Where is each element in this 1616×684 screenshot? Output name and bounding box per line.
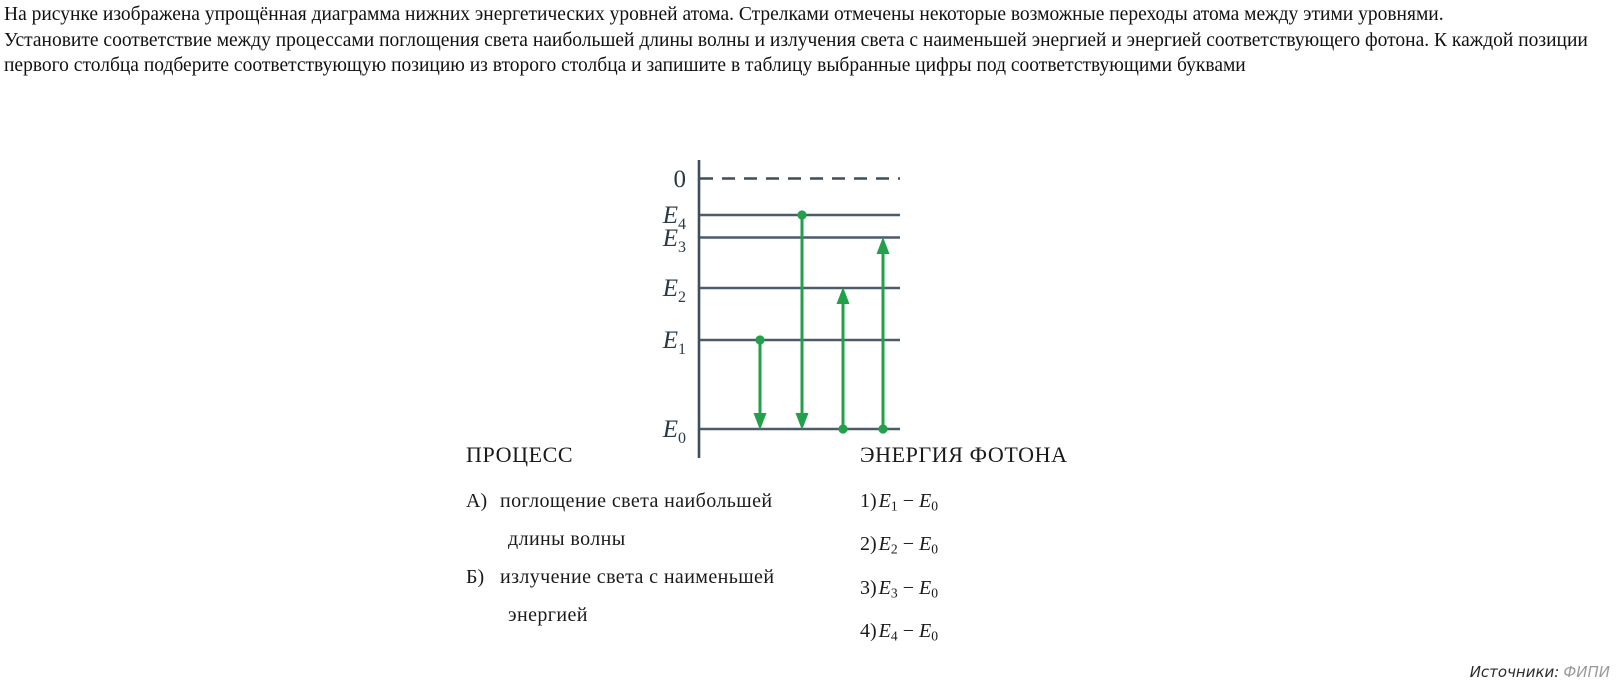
transition-arrow-E0-to-E2: [837, 287, 850, 434]
energy-option-1-number: 1): [860, 490, 877, 512]
level-label-E1: $E_1$: [662, 327, 686, 358]
energy-option-1-minuend: E: [878, 490, 891, 512]
energy-option-4-subtrahend: E: [918, 620, 932, 643]
energy-option-1-subtrahend-sub: 0: [931, 498, 938, 514]
level-label-E3: $E_3$: [662, 225, 686, 256]
energy-option-3-minuend-sub: 3: [890, 585, 898, 601]
process-item-b-cont: [466, 596, 866, 634]
energy-option-4-subtrahend-sub: 0: [931, 628, 938, 644]
process-column: [466, 440, 866, 634]
transition-arrow-E4-to-E0: [796, 210, 809, 430]
level-label-zero: 0: [673, 166, 686, 193]
energy-level-diagram: [0, 140, 1000, 470]
energy-option-2-subtrahend: E: [918, 533, 932, 556]
process-item-b: [466, 558, 866, 596]
statement-paragraph-1: На рисунке изображена упрощённая диаграмма нижних энергетических уровней атома. Стрелками отмечены некоторые возможные переходы атома между этими уровнями.: [4, 4, 1444, 25]
photon-energy-column: [860, 440, 1180, 656]
minus-sign: −: [902, 620, 914, 643]
process-letter-a: А): [466, 490, 488, 512]
problem-statement: [4, 2, 1608, 79]
minus-sign: −: [902, 576, 914, 599]
process-item-a: [466, 482, 866, 520]
source-label: Источники:: [1469, 663, 1560, 681]
process-text-b-line1: излучение света с наименьшей: [500, 566, 775, 588]
energy-option-2-number: 2): [860, 533, 877, 556]
energy-option-2-minuend-sub: 2: [890, 541, 898, 557]
transition-arrow-E1-to-E0: [754, 335, 767, 430]
energy-option-1: [860, 482, 1180, 525]
energy-option-1-subtrahend: E: [918, 490, 932, 512]
photon-energy-column-header: ЭНЕРГИЯ ФОТОНА: [860, 442, 1068, 467]
energy-option-4: [860, 612, 1180, 655]
energy-option-1-minuend-sub: 1: [890, 498, 898, 514]
process-text-a-line2: длины волны: [508, 528, 626, 550]
source-value: ФИПИ: [1563, 663, 1610, 681]
statement-paragraph-2: Установите соответствие между процессами поглощения света наибольшей длины волны и излучения света с наименьшей энергией и энергией соответствующего фотона. К каждой позиции первого столбца подберите соответствующую позицию из второго столбца и запишите в таблицу выбранные цифры под соответствующими буквами: [4, 29, 1588, 76]
process-item-a-cont: [466, 520, 866, 558]
process-column-header: ПРОЦЕСС: [466, 442, 574, 467]
energy-option-2: [860, 525, 1180, 568]
energy-option-2-subtrahend-sub: 0: [931, 541, 938, 557]
energy-option-3: [860, 569, 1180, 612]
level-label-E2: $E_2$: [662, 275, 686, 306]
minus-sign: −: [902, 490, 914, 512]
level-label-E4: $E_4$: [662, 202, 686, 233]
process-letter-b: Б): [466, 566, 485, 588]
energy-option-4-number: 4): [860, 620, 877, 643]
energy-option-3-subtrahend-sub: 0: [931, 585, 938, 601]
level-label-E0: $E_0$: [662, 416, 686, 447]
process-text-a-line1: поглощение света наибольшей: [500, 490, 773, 512]
energy-option-3-number: 3): [860, 576, 877, 599]
minus-sign: −: [902, 533, 914, 556]
energy-option-3-minuend: E: [878, 576, 891, 599]
energy-option-2-minuend: E: [878, 533, 891, 556]
energy-option-3-subtrahend: E: [918, 576, 932, 599]
source-note: [1470, 663, 1610, 681]
energy-option-4-minuend-sub: 4: [890, 628, 898, 644]
energy-option-4-minuend: E: [878, 620, 891, 643]
process-text-b-line2: энергией: [508, 604, 588, 626]
transition-arrow-E0-to-E3: [877, 237, 890, 434]
